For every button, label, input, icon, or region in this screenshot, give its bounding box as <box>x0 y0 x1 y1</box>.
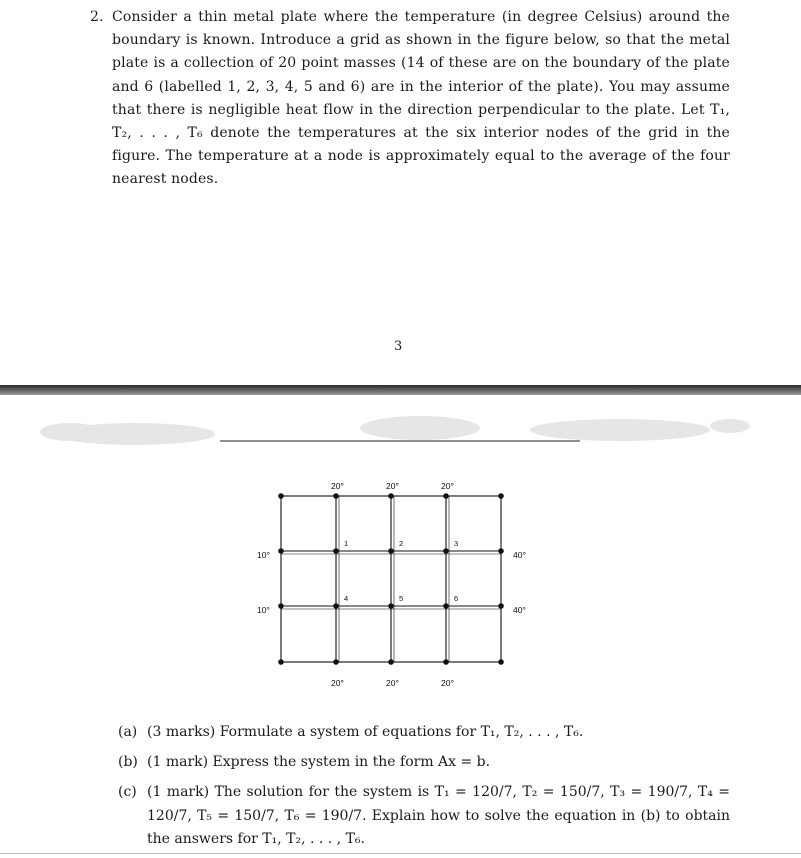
grid-figure <box>245 472 545 697</box>
bottom-temp-label: 20° <box>441 678 454 688</box>
node-label-6: 6 <box>454 594 459 603</box>
bottom-temp-label: 20° <box>386 678 399 688</box>
boundary-node <box>333 659 339 665</box>
interior-node <box>388 603 394 609</box>
node-label-2: 2 <box>399 539 404 548</box>
boundary-node <box>333 493 339 499</box>
boundary-node <box>498 548 504 554</box>
left-temp-label: 10° <box>257 605 270 615</box>
boundary-node <box>443 493 449 499</box>
page-number: 3 <box>394 339 403 354</box>
boundary-node <box>388 659 394 665</box>
redaction-smudge <box>0 408 801 468</box>
boundary-node <box>443 659 449 665</box>
top-temp-label: 20° <box>386 481 399 491</box>
node-label-3: 3 <box>454 539 459 548</box>
interior-node <box>333 548 339 554</box>
question-list <box>118 721 730 858</box>
boundary-node <box>278 603 284 609</box>
page-divider <box>0 385 801 395</box>
problem-statement <box>90 6 730 192</box>
interior-node <box>333 603 339 609</box>
top-temp-label: 20° <box>441 481 454 491</box>
bottom-temp-label: 20° <box>331 678 344 688</box>
question-a <box>118 721 730 744</box>
boundary-node <box>498 659 504 665</box>
node-label-5: 5 <box>399 594 404 603</box>
question-tag: (c) <box>118 784 137 801</box>
boundary-node <box>278 659 284 665</box>
interior-node <box>443 603 449 609</box>
right-temp-label: 40° <box>513 605 526 615</box>
question-tag: (a) <box>118 724 138 740</box>
top-temp-label: 20° <box>331 481 344 491</box>
boundary-node <box>498 493 504 499</box>
interior-node <box>388 548 394 554</box>
grid-diagram <box>245 472 545 697</box>
right-temp-label: 40° <box>513 550 526 560</box>
problem-number: 2. <box>90 9 104 25</box>
problem-text: Consider a thin metal plate where the temperature (in degree Celsius) around the boundary is known. Introduce a grid as shown in the figure below, so that the metal plate is a collection of 20 point masses (14 of these are on the boundary of the plate and 6 (labelled 1, 2, 3, 4, 5 and 6) are in the interior of the plate). You may assume that there is negligible heat flow in the direction perpendicular to the plate. Let T₁, T₂, . . . , T₆ denote the temperatures at the six interior nodes of the grid in the figure. The temperature at a node is approximately equal to the average of the four nearest nodes. <box>112 9 730 188</box>
question-c <box>118 781 730 851</box>
boundary-node <box>278 548 284 554</box>
left-temp-label: 10° <box>257 550 270 560</box>
boundary-node <box>498 603 504 609</box>
question-tag: (b) <box>118 754 138 771</box>
question-b <box>118 751 730 774</box>
boundary-node <box>388 493 394 499</box>
page-bottom-rule <box>0 853 801 854</box>
question-text: (3 marks) Formulate a system of equations for T₁, T₂, . . . , T₆. <box>147 724 584 740</box>
interior-node <box>443 548 449 554</box>
question-text: (1 mark) Express the system in the form Ax = b. <box>147 754 491 771</box>
node-label-1: 1 <box>344 539 349 548</box>
question-text: (1 mark) The solution for the system is T₁ = 120/7, T₂ = 150/7, T₃ = 190/7, T₄ = 120/7, T₅ = 150/7, T₆ = 190/7. Explain how to solve the equation in (b) to obtain the answers for T₁, T₂, . . . , T₆. <box>147 784 730 847</box>
node-label-4: 4 <box>344 594 349 603</box>
boundary-node <box>278 493 284 499</box>
